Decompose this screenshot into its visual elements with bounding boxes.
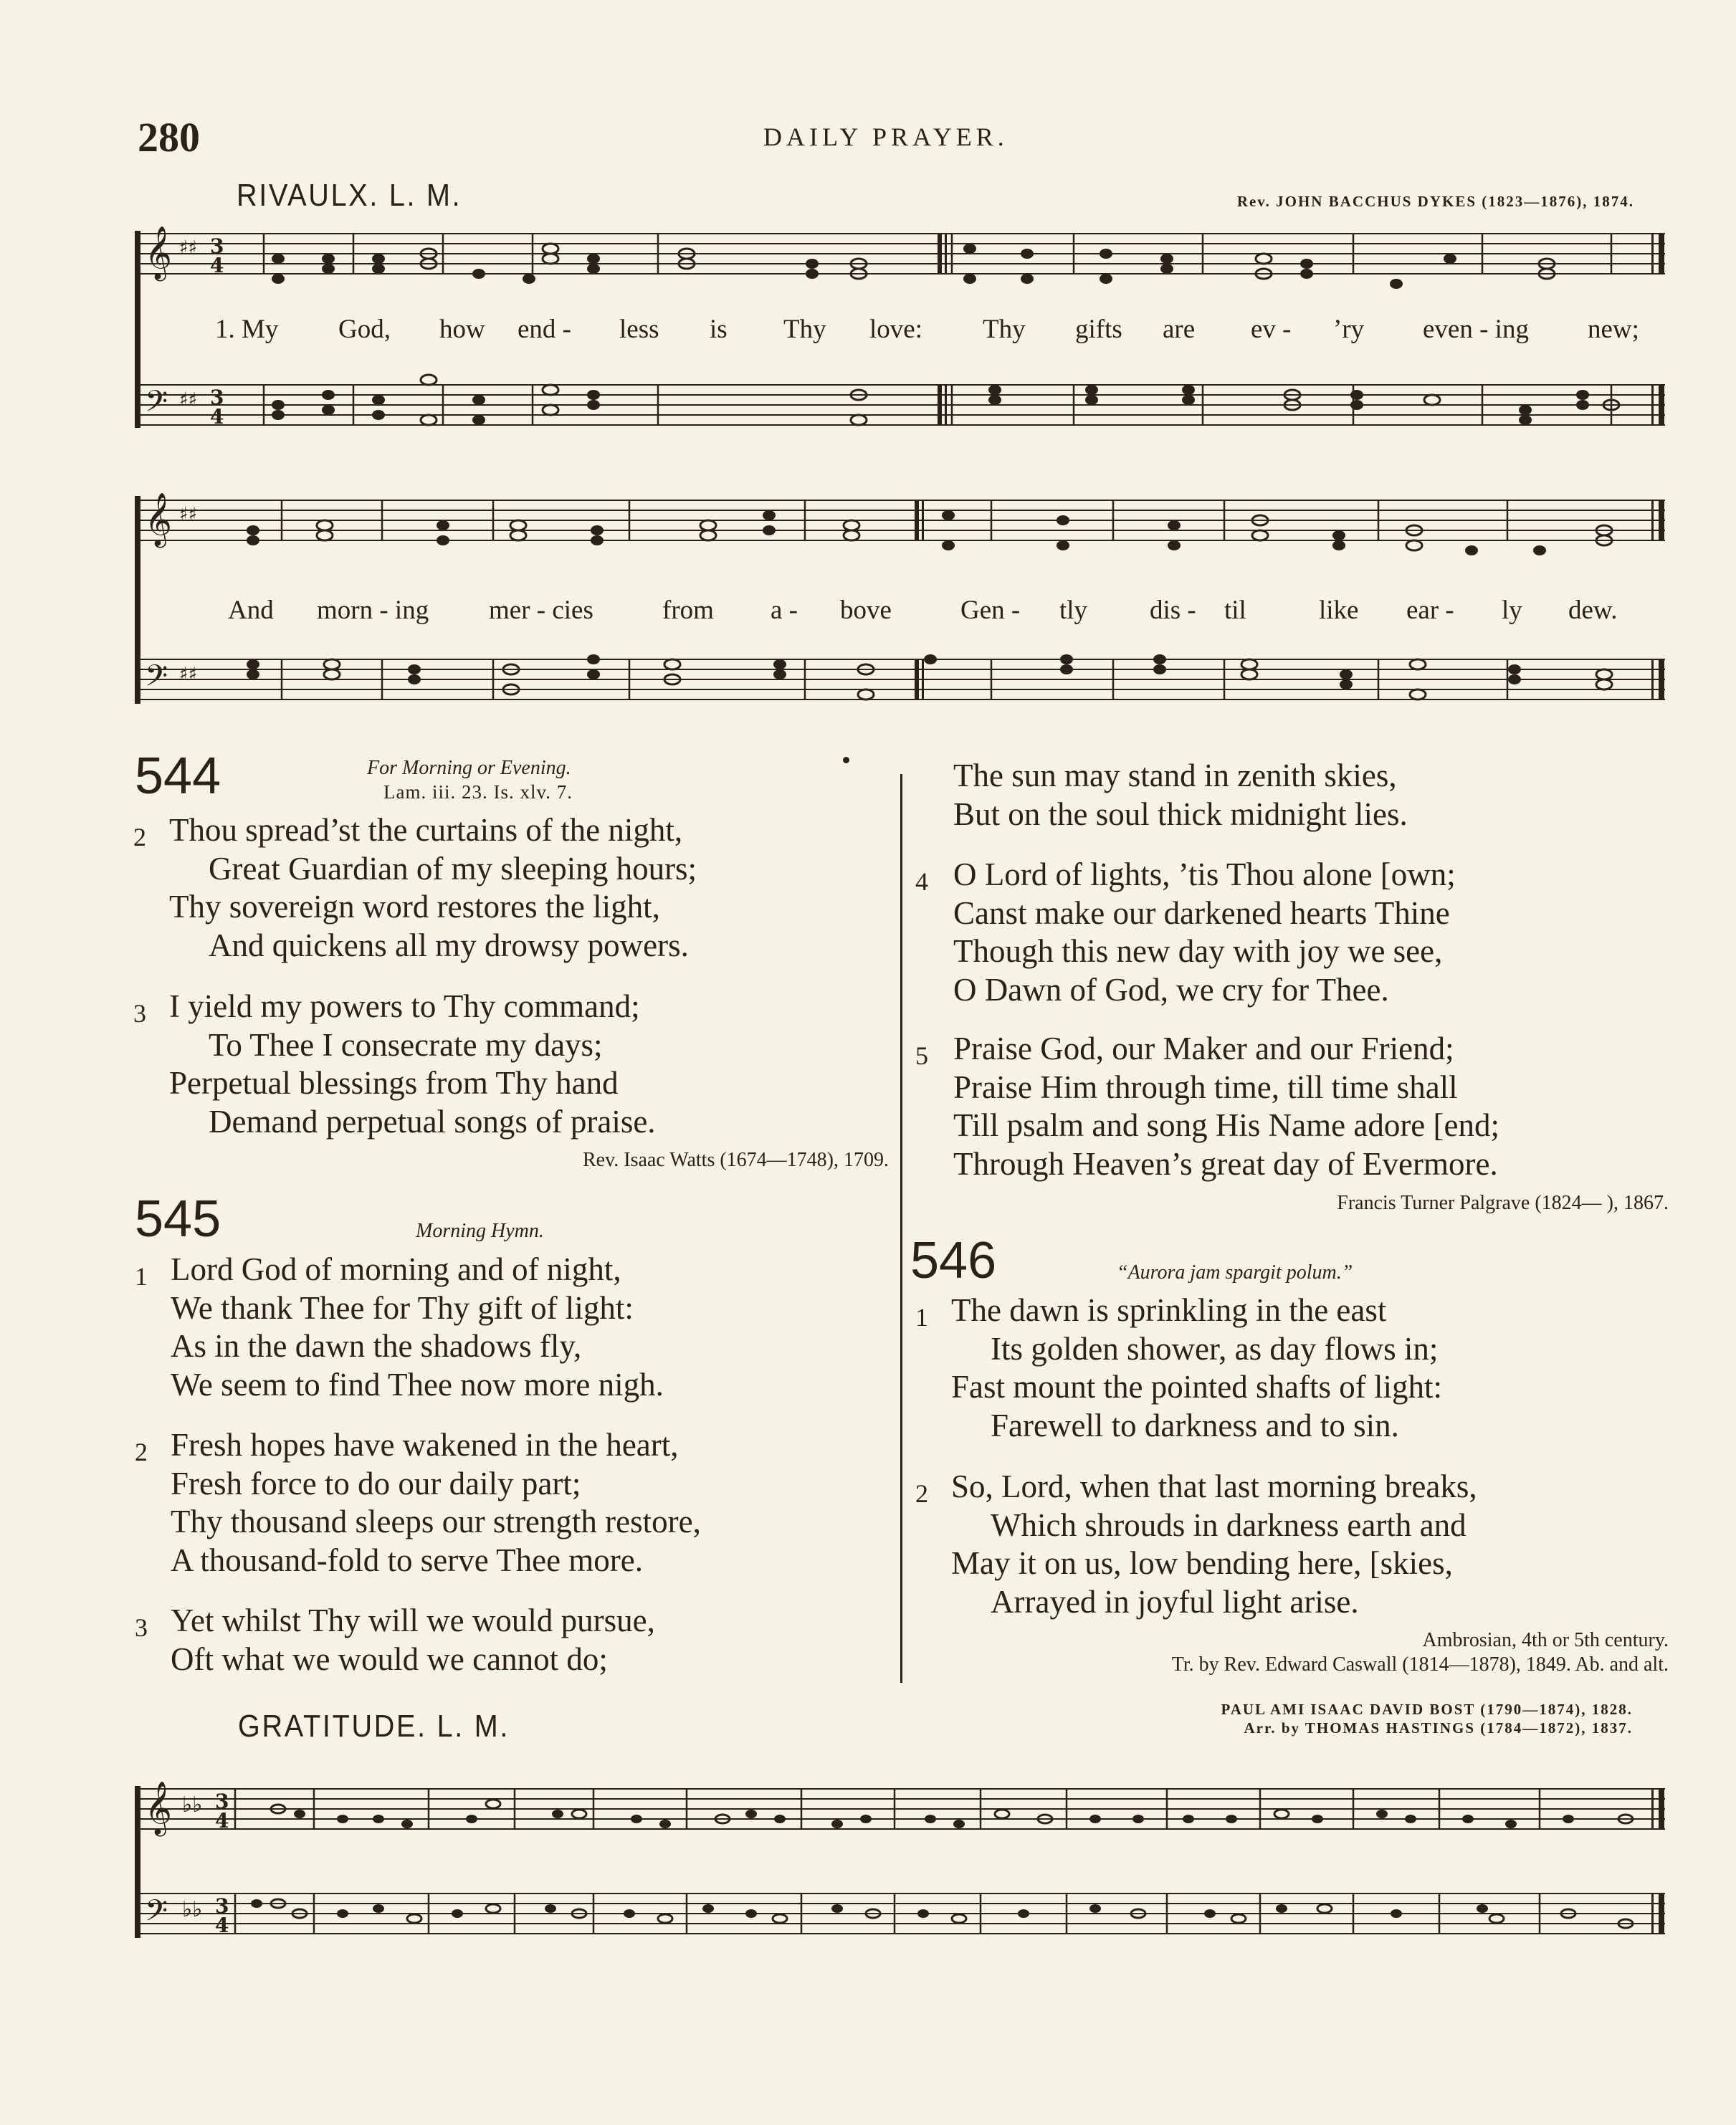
verse-line: Demand perpetual songs of praise. [209,1103,656,1140]
stanza-number: 1 [135,1262,148,1291]
verse-line: Canst make our darkened hearts Thine [953,894,1450,931]
verse-line: Fresh hopes have wakened in the heart, [171,1427,679,1463]
verse-line: Great Guardian of my sleeping hours; [209,850,697,887]
verse-line: Though this new day with joy we see, [953,933,1443,969]
verse-line: Fast mount the pointed shafts of light: [951,1369,1442,1405]
composer-line: Arr. by THOMAS HASTINGS (1784—1872), 1837. [1244,1719,1633,1737]
verse-line: Farewell to darkness and to sin. [991,1407,1399,1443]
stanza-number: 3 [135,1613,148,1642]
verse-line: Thou spread’st the curtains of the night, [169,812,683,848]
composer-rivaulx: Rev. JOHN BACCHUS DYKES (1823—1876), 1874. [1236,193,1634,210]
lyric: new; [1588,315,1639,344]
lyric: love: [869,315,922,344]
attribution-line: Ambrosian, 4th or 5th century. [1422,1629,1669,1651]
lyric: bove [840,596,892,625]
verse-line: Perpetual blessings from Thy hand [169,1065,619,1101]
svg-text:𝄢: 𝄢 [145,1894,168,1935]
running-head: DAILY PRAYER. [763,123,1008,151]
verse-line: Fresh force to do our daily part; [171,1465,581,1501]
lyric: dew. [1568,596,1618,625]
svg-text:3: 3 [210,234,224,258]
attribution-line: Tr. by Rev. Edward Caswall (1814—1878), 1849. Ab. and alt. [1171,1653,1669,1676]
verse-line: Arrayed in joyful light arise. [991,1583,1359,1620]
dot-mark [843,757,849,763]
verse-line: May it on us, low bending here, [skies, [951,1545,1453,1581]
verse-line: O Lord of lights, ’tis Thou alone [own; [953,856,1456,892]
page-number: 280 [138,114,200,161]
stanza [133,988,656,1141]
verse-line: Thy sovereign word restores the light, [169,889,660,925]
composer-line: PAUL AMI ISAAC DAVID BOST (1790—1874), 1828. [1221,1701,1633,1718]
verse-line: Oft what we would we cannot do; [171,1641,608,1677]
verse-line: And quickens all my drowsy powers. [209,927,689,963]
stanza-number: 1 [915,1303,928,1332]
svg-text:𝄞: 𝄞 [145,493,172,546]
svg-text:𝄞: 𝄞 [145,226,172,280]
svg-text:♯♯: ♯♯ [179,237,198,259]
lyric: Thy [783,315,826,344]
lyric: like [1319,596,1359,625]
stanza [915,1030,1499,1183]
lyric: morn - ing [317,596,429,625]
lyric: how [439,315,485,344]
tune-title-rivaulx: RIVAULX. L. M. [237,178,462,213]
svg-text:4: 4 [210,405,224,429]
hymn-number-545: 545 [135,1190,221,1248]
lyric: are [1163,315,1196,344]
tune-title-gratitude: GRATITUDE. L. M. [238,1709,510,1744]
lyric: ’ry [1333,315,1365,344]
stanza-number: 5 [915,1041,928,1070]
verse-line: Praise Him through time, till time shall [953,1069,1458,1105]
stanza [915,856,1456,1009]
lyric: Thy [983,315,1026,344]
stanza [915,1468,1477,1621]
verse-line: But on the soul thick midnight lies. [953,796,1408,832]
stanza-number: 2 [915,1479,928,1508]
lyric: Gen - [960,596,1021,625]
svg-text:♯♯: ♯♯ [179,389,198,411]
svg-text:♯♯: ♯♯ [179,504,198,525]
lyric: 1. My [215,315,279,344]
stanza-continued [953,757,1408,834]
lyric: a - [771,596,798,625]
verse-line: Yet whilst Thy will we would pursue, [171,1603,655,1638]
verse-line: Praise God, our Maker and our Friend; [953,1031,1454,1066]
svg-text:4: 4 [210,254,224,277]
svg-text:𝄞: 𝄞 [145,1782,172,1835]
svg-text:♯♯: ♯♯ [179,664,198,685]
lyric: is [710,315,728,344]
verse-line: We thank Thee for Thy gift of light: [171,1289,634,1326]
lyric: end - [518,315,571,344]
lyric: tly [1059,596,1088,625]
verse-line: O Dawn of God, we cry for Thee. [953,971,1389,1008]
svg-text:♭♭: ♭♭ [182,1897,203,1922]
hymn-546-subtitle: “Aurora jam spargit polum.” [1117,1261,1353,1284]
svg-text:4: 4 [215,1914,229,1937]
hymn-544-attribution: Rev. Isaac Watts (1674—1748), 1709. [583,1149,889,1171]
svg-text:3: 3 [215,1790,229,1813]
stanza-number: 2 [133,823,146,851]
stanza-number: 3 [133,999,146,1028]
lyrics-line-1 [0,314,1736,347]
lyric: And [228,596,274,625]
hymn-545-subtitle: Morning Hymn. [416,1220,544,1242]
lyric: even - ing [1423,315,1529,344]
lyric: mer - cies [489,596,593,625]
verse-line: Through Heaven’s great day of Evermore. [953,1145,1498,1182]
lyric: til [1224,596,1246,625]
lyric: ear - [1406,596,1454,625]
lyric: ly [1502,596,1522,625]
verse-line: Lord God of morning and of night, [171,1251,621,1287]
svg-text:4: 4 [215,1809,229,1833]
verse-line: So, Lord, when that last morning breaks, [951,1469,1477,1504]
svg-text:𝄢: 𝄢 [145,384,168,426]
verse-line: A thousand-fold to serve Thee more. [171,1542,644,1578]
lyrics-line-2 [0,595,1736,628]
composer-gratitude [932,1700,1633,1737]
verse-line: Till psalm and song His Name adore [end; [953,1107,1499,1143]
hymn-545-attribution: Francis Turner Palgrave (1824— ), 1867. [1337,1192,1669,1214]
stanza-number: 2 [135,1438,148,1466]
hymn-544-scripture-ref: Lam. iii. 23. Is. xlv. 7. [383,781,573,803]
stanza [135,1251,664,1404]
svg-text:𝄢: 𝄢 [145,659,168,700]
stanza [915,1291,1442,1445]
hymn-number-546: 546 [910,1232,997,1289]
verse-line: Thy thousand sleeps our strength restore, [171,1504,701,1539]
verse-line: To Thee I consecrate my days; [209,1026,603,1063]
stanza [133,811,697,965]
lyric: dis - [1150,596,1196,625]
hymn-number-544: 544 [135,748,221,805]
stanza [135,1426,701,1580]
stanza [135,1602,655,1678]
svg-text:3: 3 [215,1894,229,1918]
lyric: gifts [1075,315,1122,344]
verse-line: The sun may stand in zenith skies, [953,758,1397,793]
verse-line: The dawn is sprinkling in the east [951,1292,1387,1328]
verse-line: Its golden shower, as day flows in; [991,1330,1439,1367]
verse-line: We seem to find Thee now more nigh. [171,1366,664,1403]
music-system-3 [135,1760,1669,1975]
verse-line: I yield my powers to Thy command; [169,988,640,1024]
lyric: less [619,315,659,344]
verse-line: Which shrouds in darkness earth and [991,1506,1466,1543]
verse-line: As in the dawn the shadows fly, [171,1328,582,1364]
hymn-546-attribution [1172,1628,1669,1677]
lyric: ev - [1251,315,1292,344]
svg-text:♭♭: ♭♭ [182,1792,203,1818]
svg-text:3: 3 [210,386,224,409]
lyric: from [662,596,714,625]
lyric: God, [338,315,391,344]
stanza-number: 4 [915,867,928,896]
column-divider [900,774,902,1683]
hymn-544-subtitle: For Morning or Evening. [367,757,571,779]
